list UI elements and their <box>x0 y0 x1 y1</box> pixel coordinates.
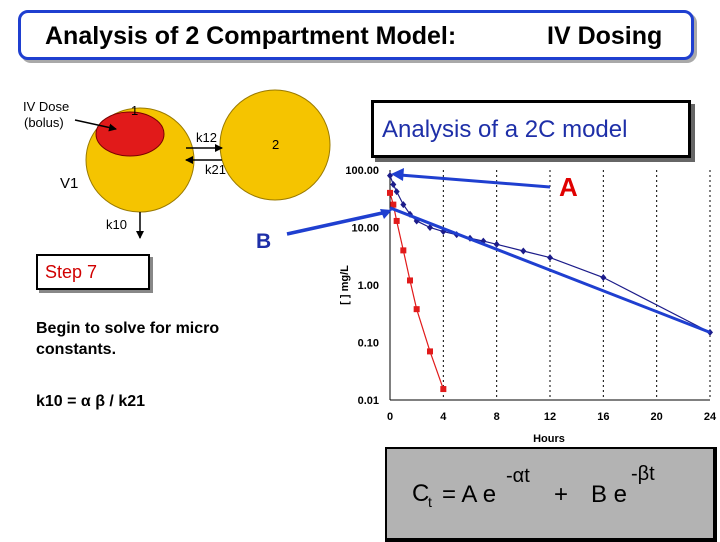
x-tick-label: 4 <box>440 411 447 423</box>
eq-subscript-t: t <box>428 494 432 510</box>
residual-data-point <box>407 277 413 283</box>
residual-data-point <box>387 190 393 196</box>
equation-box <box>385 447 717 542</box>
step-label: Step 7 <box>45 262 98 282</box>
eq-c: C <box>412 480 430 507</box>
y-tick-label: 0.10 <box>357 337 379 350</box>
slide-title-left: Analysis of 2 Compartment Model: <box>45 22 457 50</box>
x-tick-label: 24 <box>703 411 717 423</box>
y-tick-label: 10.00 <box>351 222 379 235</box>
x-tick-label: 8 <box>493 411 500 423</box>
observed-data-point <box>547 254 553 261</box>
observed-data-point <box>387 172 393 179</box>
k12-label: k12 <box>196 130 217 145</box>
label-a-pointer-head <box>391 168 404 181</box>
label-a-pointer <box>400 175 550 187</box>
compartment-1-label: 1 <box>131 103 139 118</box>
residual-data-point <box>427 348 433 354</box>
y-axis-label: [ ] mg/L <box>339 265 351 305</box>
observed-data-point <box>390 181 396 188</box>
y-tick-label: 0.01 <box>357 395 379 407</box>
label-b: B <box>256 230 272 253</box>
y-tick-label: 1.00 <box>357 280 379 292</box>
residual-data-point <box>400 247 406 253</box>
k10-formula: k10 = α β / k21 <box>36 393 146 410</box>
observed-series-line <box>390 176 710 333</box>
residual-data-point <box>394 218 400 224</box>
eq-b-term: B e <box>591 481 628 508</box>
label-a: A <box>559 172 578 202</box>
slide-title-right: IV Dosing <box>547 22 663 50</box>
eq-exp-alpha: -αt <box>506 465 530 487</box>
x-tick-label: 0 <box>386 411 394 423</box>
chart-gridlines <box>443 170 710 400</box>
compartment-2-label: 2 <box>272 137 280 152</box>
observed-data-point <box>520 248 526 255</box>
x-tick-label: 12 <box>543 411 557 423</box>
k10-label: k10 <box>106 217 127 232</box>
x-axis-label: Hours <box>533 433 565 445</box>
x-tick-label: 20 <box>650 411 663 423</box>
observed-data-point <box>394 188 400 195</box>
x-tick-label: 16 <box>597 411 610 423</box>
observed-data-point <box>494 241 500 248</box>
iv-dose-label: IV Dose <box>23 99 70 114</box>
residual-data-point <box>440 386 446 392</box>
eq-a-term: = A e <box>442 481 497 508</box>
iv-dose-sublabel: (bolus) <box>24 115 64 130</box>
body-line-1: Begin to solve for micro <box>36 320 220 337</box>
y-tick-label: 100.00 <box>345 165 379 177</box>
body-line-2: constants. <box>36 341 117 358</box>
eq-plus: + <box>554 481 569 508</box>
k21-label: k21 <box>205 162 226 177</box>
observed-data-point <box>600 274 606 281</box>
residual-data-point <box>414 306 420 312</box>
analysis-title: Analysis of a 2C model <box>382 116 628 143</box>
v1-label: V1 <box>60 175 79 192</box>
eq-exp-beta: -βt <box>631 463 655 485</box>
